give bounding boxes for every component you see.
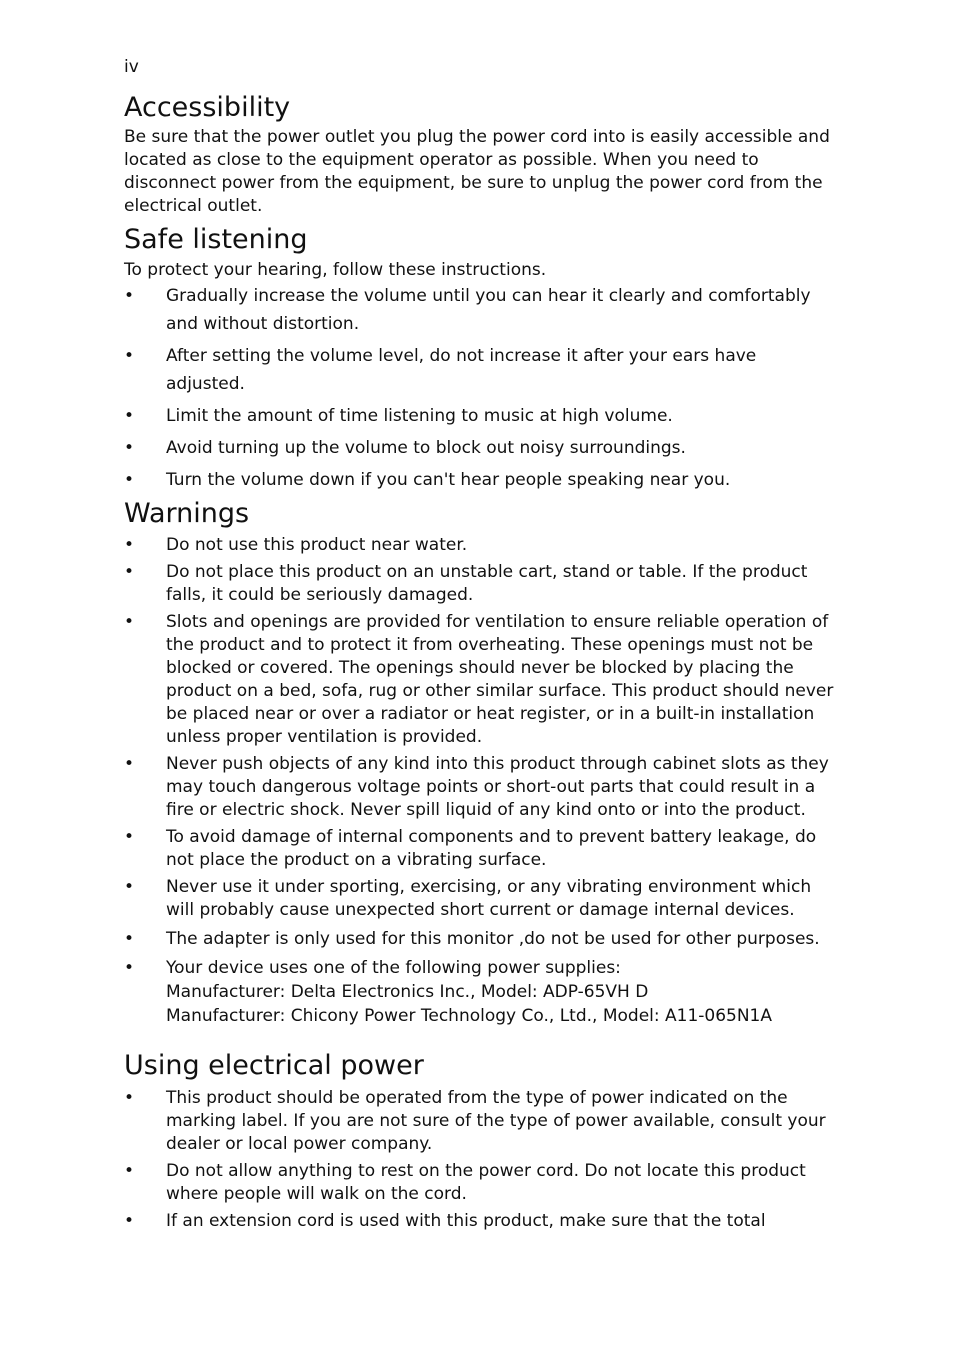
electrical-power-section (124, 1050, 834, 1232)
list-item (124, 282, 834, 338)
bullet-icon: • (124, 535, 135, 556)
safe-listening-list (124, 282, 834, 494)
accessibility-section (124, 92, 834, 218)
bullet-icon: • (124, 827, 135, 848)
accessibility-heading: Accessibility (124, 92, 291, 123)
bullet-icon: • (124, 929, 135, 950)
bullet-icon: • (124, 1210, 135, 1231)
bullet-icon: • (124, 562, 135, 583)
list-item-text: Do not use this product near water. (166, 535, 468, 556)
accessibility-body: Be sure that the power outlet you plug the power cord into is easily accessible and located as close to the equipment operator as possible. When you need to disconnect power from the equipment, be sure to unplug the power cord from the electrical outlet. (124, 127, 830, 217)
bullet-icon: • (124, 1160, 135, 1181)
bullet-icon: • (124, 437, 135, 458)
list-item (124, 826, 834, 872)
list-item (124, 876, 834, 922)
page-content (124, 92, 834, 1237)
list-item-text: Avoid turning up the volume to block out noisy surroundings. (166, 437, 686, 458)
electrical-power-heading: Using electrical power (124, 1050, 424, 1082)
warnings-heading: Warnings (124, 497, 250, 529)
bullet-icon: • (124, 469, 135, 490)
safe-listening-heading: Safe listening (124, 224, 308, 256)
bullet-icon: • (124, 958, 135, 979)
power-supply-chicony: Manufacturer: Chicony Power Technology Co., Ltd., Model: A11-065N1A (166, 1006, 773, 1027)
bullet-icon: • (124, 877, 135, 898)
list-item (124, 1160, 834, 1206)
bullet-icon: • (124, 612, 135, 633)
list-item (124, 342, 834, 398)
list-item-text: This product should be operated from the type of power indicated on the marking label. If you are not sure of the type of power available, consult your dealer or local power company. (166, 1087, 826, 1154)
list-item-text: The adapter is only used for this monitor ,do not be used for other purposes. (166, 929, 820, 950)
power-supplies-intro: Your device uses one of the following power supplies: (166, 958, 621, 979)
safe-listening-section (124, 224, 834, 493)
list-item (124, 611, 834, 749)
list-item (124, 1087, 834, 1156)
safe-listening-intro: To protect your hearing, follow these instructions. (124, 259, 547, 280)
page-number: iv (124, 57, 139, 77)
electrical-power-list (124, 1087, 834, 1233)
list-item-text: After setting the volume level, do not increase it after your ears have adjusted. (166, 345, 757, 394)
power-supply-delta: Manufacturer: Delta Electronics Inc., Model: ADP-65VH D (166, 982, 649, 1003)
power-supplies-item (124, 957, 834, 1028)
warnings-section (124, 498, 834, 1028)
list-item (124, 434, 834, 462)
bullet-icon: • (124, 345, 135, 366)
list-item (124, 534, 834, 557)
list-item-text: To avoid damage of internal components and to prevent battery leakage, do not place the product on a vibrating surface. (166, 827, 817, 871)
list-item-text: If an extension cord is used with this product, make sure that the total (166, 1210, 766, 1231)
bullet-icon: • (124, 285, 135, 306)
list-item (124, 753, 834, 822)
bullet-icon: • (124, 1087, 135, 1108)
list-item-text: Do not place this product on an unstable cart, stand or table. If the product falls, it could be seriously damaged. (166, 562, 808, 606)
bullet-icon: • (124, 405, 135, 426)
list-item (124, 928, 834, 951)
list-item-text: Limit the amount of time listening to music at high volume. (166, 405, 673, 426)
list-item-text: Never use it under sporting, exercising, or any vibrating environment which will probably cause unexpected short current or damage internal devices. (166, 877, 812, 921)
list-item-text: Turn the volume down if you can't hear people speaking near you. (166, 469, 731, 490)
bullet-icon: • (124, 754, 135, 775)
list-item-text: Do not allow anything to rest on the power cord. Do not locate this product where people will walk on the cord. (166, 1160, 806, 1204)
list-item (124, 1210, 834, 1233)
warnings-list (124, 534, 834, 1028)
list-item-text: Slots and openings are provided for ventilation to ensure reliable operation of the product and to protect it from overheating. These openings must not be blocked or covered. The openings should never be blocked by placing the product on a bed, sofa, rug or other similar surface. This product should never be placed near or over a radiator or heat register, or in a built-in installation unless proper ventilation is provided. (166, 612, 834, 748)
list-item-text: Gradually increase the volume until you can hear it clearly and comfortably and without distortion. (166, 285, 811, 334)
list-item-text: Never push objects of any kind into this product through cabinet slots as they may touch dangerous voltage points or short-out parts that could result in a fire or electric shock. Never spill liquid of any kind onto or into the product. (166, 754, 829, 821)
list-item (124, 561, 834, 607)
list-item (124, 466, 834, 494)
list-item (124, 402, 834, 430)
